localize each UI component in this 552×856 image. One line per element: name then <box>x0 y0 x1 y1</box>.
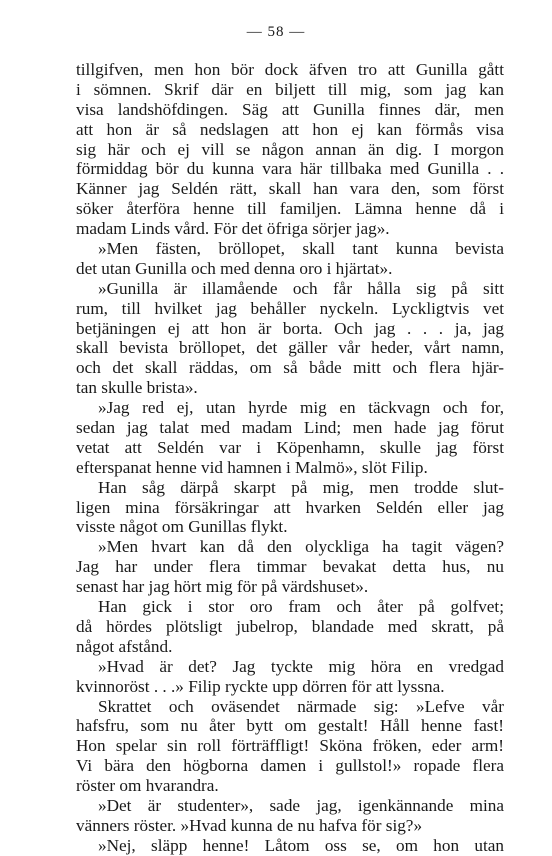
text-line: röster om hvarandra. <box>76 776 219 796</box>
text-line: Jag har under flera timmar bevakat detta hus, nu <box>76 557 504 577</box>
text-line: Hon spelar sin roll förträffligt! Sköna fröken, eder arm! <box>76 736 504 756</box>
text-line: Skrattet och oväsendet närmade sig: »Lefve vår <box>98 696 504 716</box>
text-line: söker återföra henne till familjen. Lämna henne då i <box>76 199 504 219</box>
text-line: rum, till hvilket jag behåller nyckeln. Lyckligtvis vet <box>76 298 504 318</box>
text-line: sig här och ej vill se någon annan än dig. I morgon <box>76 139 504 159</box>
text-line: Vi bära den högborna damen i gullstol!» ropade flera <box>76 756 504 776</box>
text-line: i sömnen. Skrif där en biljett till mig, som jag kan <box>76 79 504 99</box>
text-line: ligen mina försäkringar att hvarken Seldén eller jag <box>76 497 504 517</box>
text-line: Känner jag Seldén rätt, skall han vara den, som först <box>76 179 504 199</box>
text-line: hafsfru, som nu åter bytt om gestalt! Håll henne fast! <box>76 716 504 736</box>
text-line: madam Linds vård. För det öfriga sörjer jag». <box>76 219 390 239</box>
text-line: »Gunilla är illamående och får hålla sig på sitt <box>98 278 504 298</box>
text-line: »Nej, släpp henne! Låtom oss se, om hon utan <box>98 835 504 855</box>
text-line: förmiddag bör du kunna vara här tillbaka med Gunilla . . <box>76 159 504 179</box>
text-line: skall bevista bröllopet, det gäller vår heder, vårt namn, <box>76 338 504 358</box>
text-line: då hördes plötsligt jubelrop, blandade med skratt, på <box>76 616 504 636</box>
text-line: tillgifven, men hon bör dock äfven tro att Gunilla gått <box>76 60 504 79</box>
text-line: visste något om Gunillas flykt. <box>76 517 288 537</box>
text-line: »Jag red ej, utan hyrde mig en täckvagn och for, <box>98 398 504 418</box>
text-line: Han gick i stor oro fram och åter på golfvet; <box>98 597 504 617</box>
page-number: — 58 — <box>246 24 306 40</box>
text-line: »Men fästen, bröllopet, skall tant kunna bevista <box>98 239 504 259</box>
text-line: och det skall räddas, om så både mitt och flera hjär- <box>76 358 504 378</box>
text-line: sedan jag talat med madam Lind; men hade jag förut <box>76 418 504 438</box>
text-line: kvinnoröst . . .» Filip ryckte upp dörren för att lyssna. <box>76 676 445 696</box>
text-line: Han såg därpå skarpt på mig, men trodde slut- <box>98 477 504 497</box>
text-line: »Det är studenter», sade jag, igenkännande mina <box>98 795 504 815</box>
text-line: att hon är så nedslagen att hon ej kan förmås visa <box>76 119 504 139</box>
text-line: efterspanat henne vid hamnen i Malmö», slöt Filip. <box>76 457 428 477</box>
text-line: vetat att Seldén var i Köpenhamn, skulle jag först <box>76 437 504 457</box>
text-line: tan skulle brista». <box>76 378 198 398</box>
text-line: något afstånd. <box>76 636 173 656</box>
text-line: vänners röster. »Hvad kunna de nu hafva för sig?» <box>76 815 423 835</box>
text-line: betjäningen ej att hon är borta. Och jag . . . ja, jag <box>76 318 504 338</box>
text-line: visa landshöfdingen. Säg att Gunilla finnes där, men <box>76 99 504 119</box>
text-line: det utan Gunilla och med denna oro i hjärtat». <box>76 258 393 278</box>
text-line: »Men hvart kan då den olyckliga ha tagit vägen? <box>98 537 504 557</box>
text-line: »Hvad är det? Jag tyckte mig höra en vredgad <box>98 656 504 676</box>
body-text <box>76 60 504 856</box>
text-line: senast har jag hört mig för på värdshuset». <box>76 577 369 597</box>
